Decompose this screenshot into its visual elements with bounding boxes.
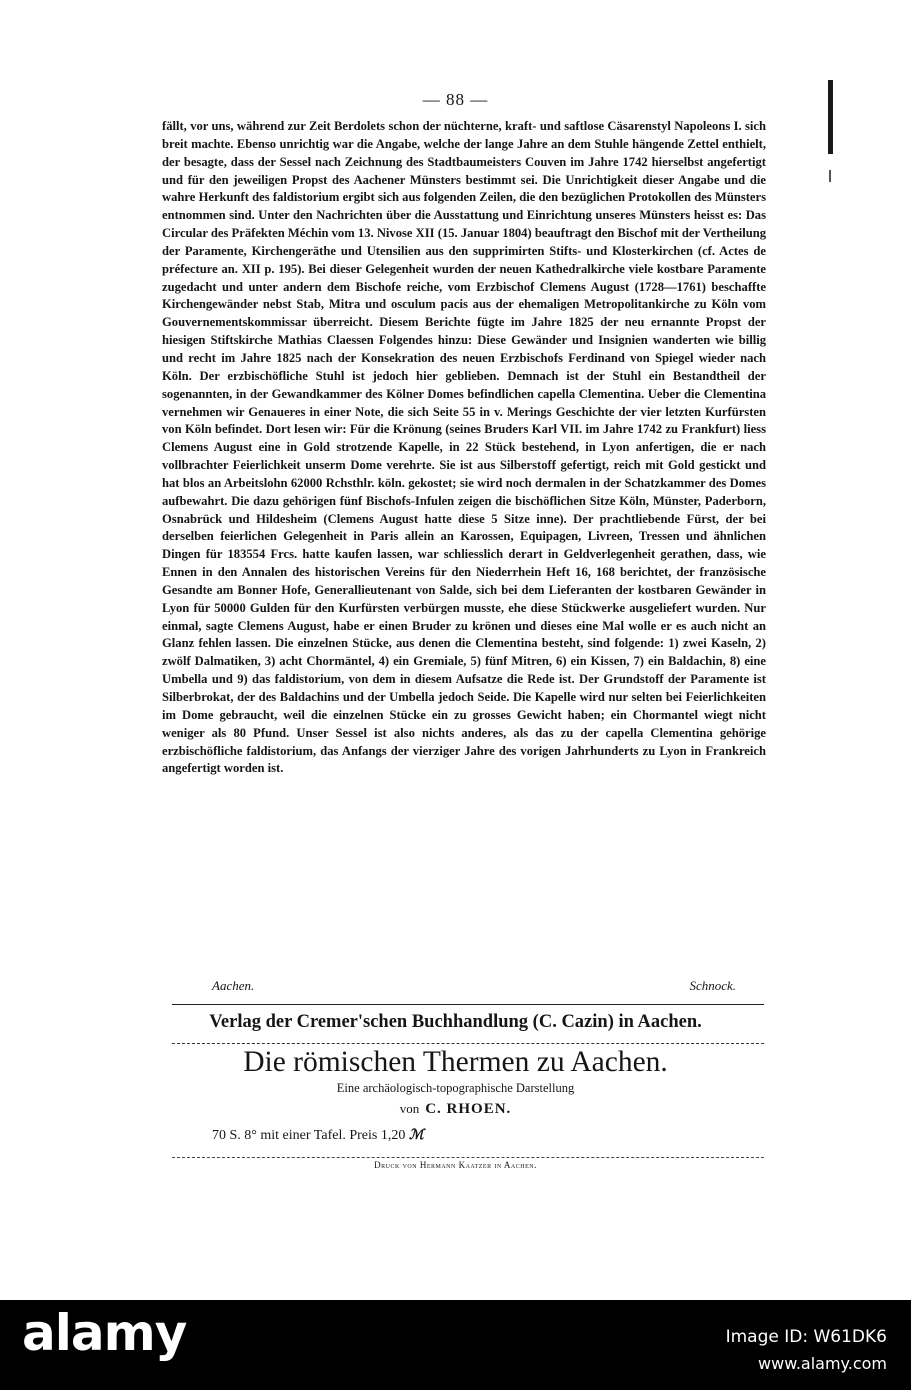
advertisement-title: Die römischen Thermen zu Aachen. — [243, 1046, 668, 1078]
advertisement-details — [212, 1127, 424, 1144]
body-text: fällt, vor uns, während zur Zeit Berdolets schon der nüchterne, kraft- und saftlose Cäsarenstyl Napoleons I. sich breit machte. Ebenso unrichtig war die Angabe, welche der lange Jahre an dem Stuhle hängende Zettel enthielt, der besagte, dass der Sessel nach Zeichnung des Stadtbaumeisters Couven im Jahre 1742 hierselbst angefertigt und für den jeweiligen Propst des Aachener Münsters bestimmt sei. Die Unrichtigkeit dieser Angabe und die wahre Herkunft des faldistorium ergibt sich aus folgenden Zeilen, die den bezüglichen Protokollen des Münsters entnommen sind. Unter den Nachrichten über die Ausstattung und Einrichtung unseres Münsters heisst es: Das Circular des Präfekten Méchin vom 13. Nivose XII (15. Januar 1804) beauftragt den Bischof mit der Vertheilung der Paramente, Kirchengeräthe und Utensilien aus den supprimirten Stifts- und Klosterkirchen (cf. Actes de préfecture an. XII p. 195). Bei dieser Gelegenheit wurden der neuen Kathedralkirche viele kostbare Paramente zugedacht und unter andern dem Bischofe reiche, vom Erzbischof Clemens August (1728—1761) beschaffte Kirchengewänder nebst Stab, Mitra und osculum pacis aus der ehemaligen Metropolitankirche zu Köln vom Gouvernementskommissar überreicht. Diesem Berichte fügte im Jahre 1825 der neu ernannte Propst der hiesigen Stiftskirche Mathias Claessen Folgendes hinzu: Diese Gewänder und Insignien wanderten wie billig und recht im Jahre 1825 nach der Konsekration des neuen Erzbischofs Ferdinand von Spiegel wieder nach Köln. Der erzbischöfliche Stuhl ist jedoch hier geblieben. Demnach ist der Stuhl ein Bestandtheil der sogenannten, in der Gewandkammer des Kölner Domes befindlichen capella Clementina. Ueber die Clementina vernehmen wir Genaueres in einer Note, die sich Seite 55 in v. Merings Geschichte der vier letzten Kurfürsten von Köln befindet. Dort lesen wir: Für die Krönung (seines Bruders Karl VII. im Jahre 1742 zu Frankfurt) liess Clemens August eine in Gold strotzende Kapelle, in 22 Stück bestehend, in Lyon anfertigen, die er nach vollbrachter Feierlichkeit unserm Dome verehrte. Sie ist aus Silberstoff gefertigt, reich mit Gold gestickt und hat blos an Arbeitslohn 62000 Rchsthlr. köln. gekostet; sie wird noch dermalen in der Schatzkammer des Domes aufbewahrt. Die dazu gehörigen fünf Bischofs-Infulen zeigen die bischöflichen Sitze Köln, Münster, Paderborn, Osnabrück und Hildesheim (Clemens August hatte diese 5 Sitze inne). Der prachtliebende Fürst, der bei derselben feierlichen Gelegenheit in Paris allein an Karossen, Equipagen, Livreen, Tressen und ähnlichen Dingen für 183554 Frcs. hatte kaufen lassen, war schliesslich derart in Geldverlegenheit gerathen, dass, wie Ennen in den Annalen des historischen Vereins für den Niederrhein Heft 16, 168 berichtet, der französische Gesandte am Bonner Hofe, Generallieutenant von Salde, sich bei dem Lieferanten der kostbaren Gewänder in Lyon für 50000 Gulden für den Kurfürsten verbürgen musste, ehe diese Stückwerke ausgeliefert wurden. Nur einmal, sagte Clemens August, habe er einen Bruder zu krönen und dieses eine Mal wolle er es auch nicht an Glanz fehlen lassen. Die einzelnen Stücke, aus denen die Clementina besteht, sind folgende: 1) zwei Kaseln, 2) zwölf Dalmatiken, 3) acht Chormäntel, 4) ein Gremiale, 5) fünf Mitren, 6) ein Kissen, 7) ein Baldachin, 8) eine Umbella und 9) das faldistorium, von dem in diesem Aufsatze die Rede ist. Der Grundstoff der Paramente ist Silberbrokat, der des Baldachins und der Umbella jedoch Seide. Die Kapelle wird nur selten bei Feierlichkeiten im Dome gebraucht, weil die einzelnen Stücke ein zu grosses Gewicht haben; ein Chormantel wiegt nicht weniger als 80 Pfund. Unser Sessel ist also nichts anderes, als das zu der capella Clementina gehörige erzbischöfliche faldistorium, das Anfangs der vierziger Jahre des vorigen Jahrhunderts zu Lyon in Frankreich angefertigt worden ist. — [162, 119, 766, 776]
author-name: C. RHOEN. — [425, 1101, 512, 1117]
author-prefix: von — [399, 1101, 420, 1116]
divider — [172, 1157, 764, 1158]
watermark-image-id: Image ID: W61DK6 — [725, 1327, 887, 1347]
watermark-logo: alamy — [22, 1304, 187, 1362]
watermark-url: www.alamy.com — [758, 1354, 887, 1373]
page-number: — 88 — — [422, 90, 489, 109]
advertisement-author — [0, 1101, 911, 1118]
advertisement-subtitle: Eine archäologisch-topographische Darstellung — [336, 1081, 575, 1095]
publisher-line: Verlag der Cremer'schen Buchhandlung (C. Cazin) in Aachen. — [209, 1012, 702, 1032]
scan-edge-mark — [829, 170, 831, 182]
signature-author: Schnock. — [689, 978, 736, 993]
signature-place: Aachen. — [212, 978, 255, 993]
printer-imprint: Druck von Hermann Kaatzer in Aachen. — [374, 1160, 537, 1170]
divider — [172, 1043, 764, 1044]
details-text: 70 S. 8° mit einer Tafel. Preis 1,20 — [212, 1128, 406, 1143]
divider — [172, 1004, 764, 1005]
currency-sign: ℳ — [408, 1128, 424, 1143]
